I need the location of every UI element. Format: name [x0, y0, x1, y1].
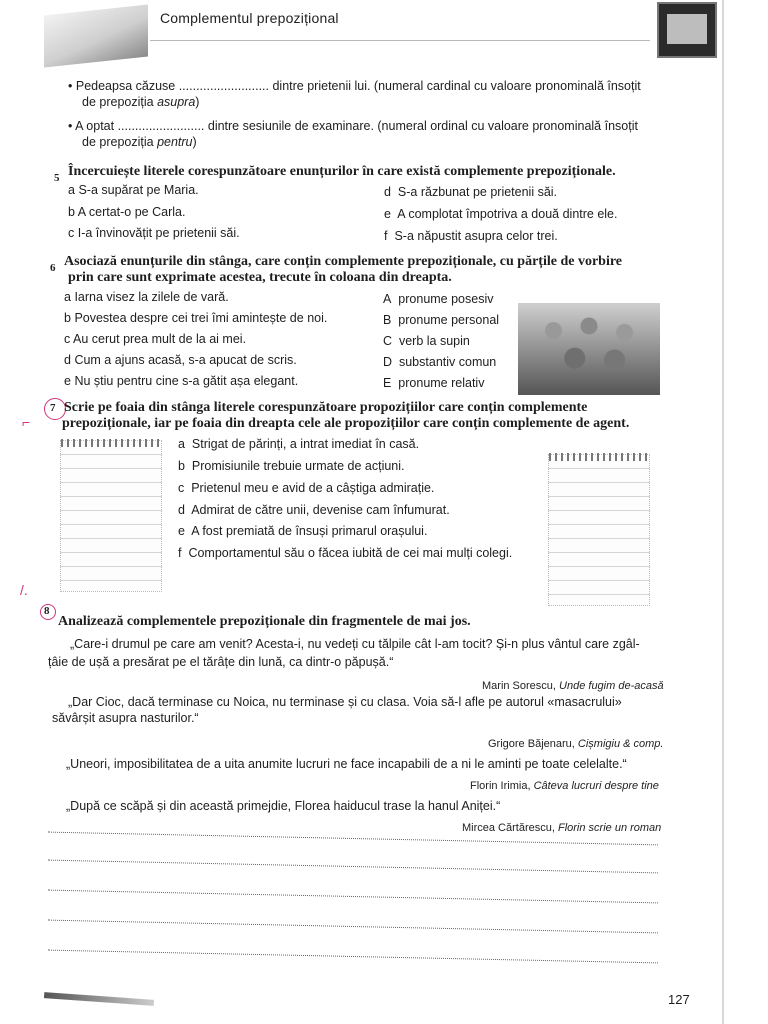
left-notebook-sheet[interactable] — [60, 440, 162, 592]
students-photo — [518, 303, 660, 395]
exercise-5-instruction: Încercuiește literele corespunzătoare enunțurilor în care există complemente prepoziționale. — [68, 164, 616, 179]
ex7-item-d: d Admirat de către unii, devenise cam înfumurat. — [178, 503, 450, 517]
quote-3-line-1: „Uneori, imposibilitatea de a uita anumite lucruri ne face incapabili de a ni le aminti pe toate celelalte.“ — [66, 757, 627, 771]
ex6-left-c: c Au cerut prea mult de la ai mei. — [64, 332, 247, 346]
exercise-6-instruction-line1: Asociază enunțurile din stânga, care conțin complemente prepoziționale, cu părțile de vorbire — [64, 254, 623, 269]
answer-line-2[interactable] — [48, 860, 658, 874]
bullet-item-1: • Pedeapsa căzuse .......................... dintre prietenii lui. (numeral cardinal cu valoare pronominală însoțit — [68, 79, 641, 93]
ex6-left-e: e Nu știu pentru cine s-a gătit așa elegant. — [64, 374, 299, 388]
quote-2-line-1: „Dar Cioc, dacă terminase cu Noica, nu terminase și cu clasa. Voia să-l afle pe autorul «masacrului» — [68, 695, 622, 709]
ex5-item-c: c I-a învinovățit pe prietenii săi. — [68, 226, 240, 240]
ex7-item-b: b Promisiunile trebuie urmate de acțiuni. — [178, 459, 405, 473]
quote-1-line-1: „Care-i drumul pe care am venit? Acesta-i, nu vedeți cu tălpile cât l-am tocit? Și-n plus vântul care zgâl- — [70, 637, 640, 651]
pink-annotation-mark: ⌐ — [22, 414, 31, 430]
ex6-right-A: A pronume posesiv — [383, 292, 494, 306]
ex6-left-a: a Iarna visez la zilele de vară. — [64, 290, 229, 304]
exercise-8-number: 8 — [44, 605, 50, 617]
bullet-item-2: • A optat ......................... dintre sesiunile de examinare. (numeral ordinal cu valoare pronominală însoțit — [68, 119, 638, 133]
ex7-item-e: e A fost premiată de însuși primarul orașului. — [178, 524, 428, 538]
page-corner-shadow — [44, 992, 154, 1006]
header-decoration — [44, 5, 148, 68]
exercise-7-instruction-line1: Scrie pe foaia din stânga literele corespunzătoare propozițiilor care conțin complemente — [64, 400, 588, 415]
quote-3-source: Florin Irimia, Câteva lucruri despre tine — [470, 780, 659, 792]
quote-1-line-2: țâie de ușă a presărat pe el tărâțe din lună, ca dintr-o păpușă.“ — [48, 655, 394, 669]
ex6-right-D: D substantiv comun — [383, 355, 497, 369]
ex6-right-E: E pronume relativ — [383, 376, 485, 390]
bullet-item-1-cont: de prepoziția asupra) — [82, 95, 200, 109]
answer-line-5[interactable] — [48, 950, 658, 964]
right-notebook-sheet[interactable] — [548, 454, 650, 606]
ex5-item-d: d S-a răzbunat pe prietenii săi. — [384, 185, 558, 199]
exercise-7-number: 7 — [50, 402, 56, 414]
answer-line-4[interactable] — [48, 920, 658, 934]
ex7-item-c: c Prietenul meu e avid de a câștiga admirație. — [178, 481, 435, 495]
ex6-left-b: b Povestea despre cei trei îmi amintește de noi. — [64, 311, 328, 325]
chapter-title: Complementul prepozițional — [160, 10, 339, 26]
ex6-right-B: B pronume personal — [383, 313, 500, 327]
exercise-7-instruction-line2: prepoziționale, iar pe foaia din dreapta cele ale propozițiilor care conțin complemente de agent. — [62, 416, 630, 431]
bullet-item-2-cont: de prepoziția pentru) — [82, 135, 197, 149]
quote-2-line-2: săvârșit asupra nasturilor.“ — [52, 711, 199, 725]
ex6-left-d: d Cum a ajuns acasă, s-a apucat de scris. — [64, 353, 297, 367]
page-number: 127 — [668, 992, 690, 1007]
header-rule — [150, 40, 650, 41]
ex5-item-b: b A certat-o pe Carla. — [68, 205, 186, 219]
ex5-item-e: e A complotat împotriva a două dintre ele. — [384, 207, 618, 221]
ex6-right-C: C verb la supin — [383, 334, 470, 348]
chapter-tab — [657, 2, 717, 58]
ex5-item-a: a S-a supărat pe Maria. — [68, 183, 199, 197]
exercise-6-number: 6 — [50, 262, 56, 274]
ex5-item-f: f S-a năpustit asupra celor trei. — [384, 229, 558, 243]
ex7-item-a: a Strigat de părinți, a intrat imediat în casă. — [178, 437, 420, 451]
quote-4-line-1: „După ce scăpă și din această primejdie, Florea haiducul trase la hanul Aniței.“ — [66, 799, 501, 813]
quote-2-source: Grigore Băjenaru, Cișmigiu & comp. — [488, 738, 664, 750]
answer-line-3[interactable] — [48, 890, 658, 904]
ex7-item-f: f Comportamentul său o făcea iubită de cei mai mulți colegi. — [178, 546, 513, 560]
exercise-5-number: 5 — [54, 172, 60, 184]
page-edge — [722, 0, 724, 1024]
pink-annotation-mark-8: /. — [20, 582, 28, 598]
quote-4-source: Mircea Cărtărescu, Florin scrie un roman — [462, 822, 662, 834]
exercise-8-instruction: Analizează complementele prepoziționale din fragmentele de mai jos. — [58, 614, 471, 629]
quote-1-source: Marin Sorescu, Unde fugim de-acasă — [482, 680, 664, 692]
exercise-6-instruction-line2: prin care sunt exprimate acestea, trecute în coloana din dreapta. — [68, 270, 452, 285]
